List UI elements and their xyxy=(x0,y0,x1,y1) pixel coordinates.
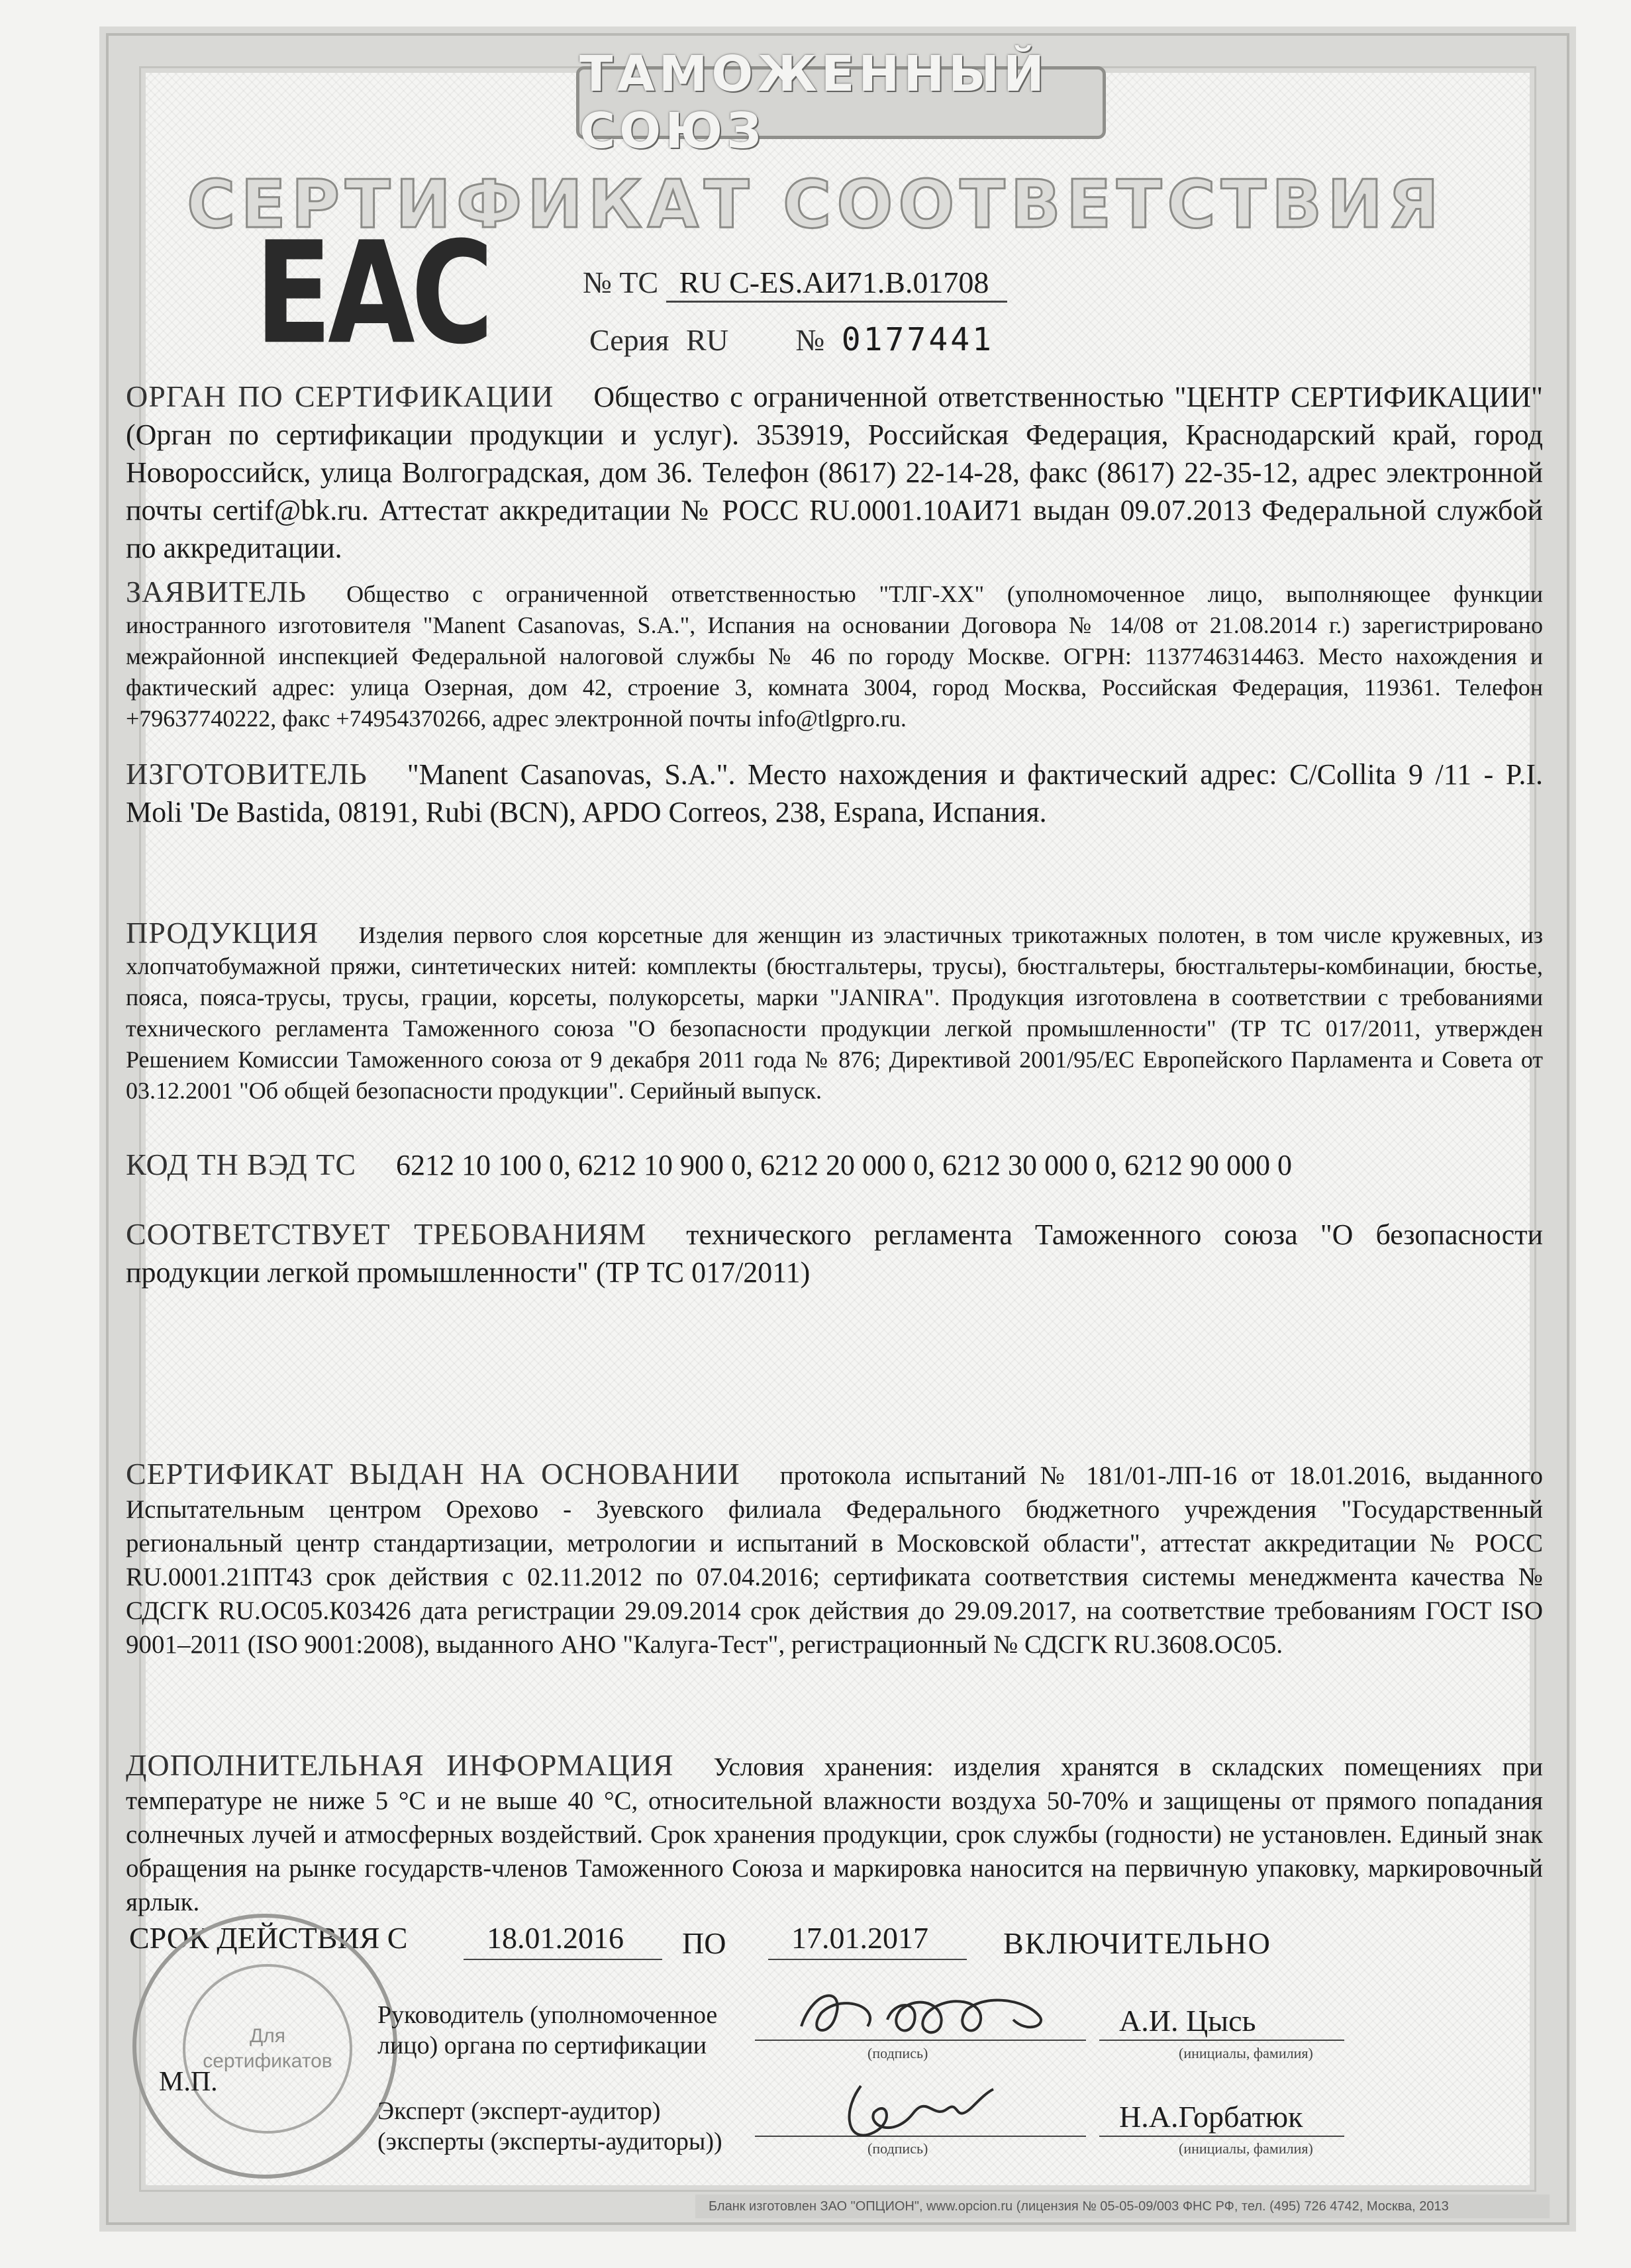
head-signature xyxy=(788,1980,1066,2046)
number-label: № ТС xyxy=(583,266,659,299)
section-basis xyxy=(126,1457,1543,1661)
stamp-center xyxy=(183,1964,352,2134)
head-name: А.И. Цысь xyxy=(1119,2004,1256,2038)
additional-text: Условия хранения: изделия хранятся в складских помещениях при температуре не ниже 5 °С и не выше 40 °С, относительной влажности воздуха 50-70% и защищены от прямого попадания солнечных лучей и атмосферных воздействий. Срок хранения продукции, срок службы (годности) не установлен. Единый знак обращения на рынке государств-членов Таможенного Союза и маркировка наносится на первичную упаковку, маркировочный ярлык. xyxy=(126,1753,1543,1916)
applicant-heading: ЗАЯВИТЕЛЬ xyxy=(126,575,307,609)
validity-inclusive: ВКЛЮЧИТЕЛЬНО xyxy=(1003,1926,1271,1960)
section-product xyxy=(126,917,1543,1107)
blank-printer-footer: Бланк изготовлен ЗАО "ОПЦИОН", www.opcion.ru (лицензия № 05-05-09/003 ФНС РФ, тел. (495) 726 4742, Москва, 2013 xyxy=(695,2194,1550,2218)
series-label: Серия xyxy=(589,323,669,357)
serial-number: 0177441 xyxy=(841,321,995,358)
applicant-text: Общество с ограниченной ответственностью "ТЛГ-ХХ" (уполномоченное лицо, выполняющее функции иностранного изготовителя "Manent Casanovas, S.A.", Испания на основании Договора № 14/08 от 21.08.2014 г.) зарегистрировано межрайонной инспекцией Федеральной налоговой службы № 46 по городу Москве. ОГРН: 1137746314463. Место нахождения и фактический адрес: улица Озерная, дом 42, строение 3, комната 3004, город Москва, Российская Федерация, 119361. Телефон +79637740222, факс +74954370266, адрес электронной почты info@tlgpro.ru. xyxy=(126,581,1543,732)
hs-code-text: 6212 10 100 0, 6212 10 900 0, 6212 20 000 0, 6212 30 000 0, 6212 90 000 0 xyxy=(396,1149,1293,1181)
head-name-caption: (инициалы, фамилия) xyxy=(1179,2045,1313,2061)
manufacturer-text: "Manent Casanovas, S.A.". Место нахождения и фактический адрес: C/Collita 9 /11 - P.I. Moli 'De Bastida, 08191, Rubi (BCN), APDO Correos, 238, Espana, Испания. xyxy=(126,758,1543,828)
stamp-line-2: сертификатов xyxy=(203,2050,332,2072)
section-applicant xyxy=(126,576,1543,734)
organ-text: Общество с ограниченной ответственностью "ЦЕНТР СЕРТИФИКАЦИИ" (Орган по сертификации продукции и услуг). 353919, Российская Федерация, Краснодарский край, город Новороссийск, улица Волгоградская, дом 36. Телефон (8617) 22-14-28, факс (8617) 22-35-12, адрес электронной почты certif@bk.ru. Аттестат аккредитации № РОСС RU.0001.10АИ71 выдан 09.07.2013 Федеральной службой по аккредитации. xyxy=(126,381,1543,564)
customs-union-banner: ТАМОЖЕННЫЙ СОЮЗ xyxy=(576,66,1106,139)
stamp-line-1: Для xyxy=(249,2025,286,2047)
validity-from: 18.01.2016 xyxy=(487,1921,624,1955)
seal-place-label: М.П. xyxy=(159,2067,218,2097)
expert-signature-label: Эксперт (эксперт-аудитор) (эксперты (эксперты-аудиторы)) xyxy=(377,2097,722,2155)
organ-heading: ОРГАН ПО СЕРТИФИКАЦИИ xyxy=(126,379,554,413)
expert-name: Н.А.Горбатюк xyxy=(1119,2100,1303,2134)
conforms-text: технического регламента Таможенного союза "О безопасности продукции легкой промышленности" (ТР ТС 017/2011) xyxy=(126,1218,1543,1289)
section-organ xyxy=(126,377,1543,567)
section-hs-code xyxy=(126,1146,1543,1184)
certificate-number xyxy=(583,265,1007,300)
product-heading: ПРОДУКЦИЯ xyxy=(126,916,319,950)
section-manufacturer xyxy=(126,755,1543,831)
basis-heading: СЕРТИФИКАТ ВЫДАН НА ОСНОВАНИИ xyxy=(126,1457,740,1491)
expert-signature-caption: (подпись) xyxy=(867,2140,928,2157)
expert-name-line xyxy=(1099,2136,1344,2137)
serial-no-label: № xyxy=(795,323,825,357)
additional-heading: ДОПОЛНИТЕЛЬНАЯ ИНФОРМАЦИЯ xyxy=(126,1748,674,1782)
product-text: Изделия первого слоя корсетные для женщин из эластичных трикотажных полотен, в том числе кружевных, из хлопчатобумажной пряжи, синтетических нитей: комплекты (бюстгальтеры, трусы), бюстгальтеры, бюстгальтеры-комбинации, бюстье, пояса, пояса-трусы, трусы, грации, корсеты, полукорсеты, марки "JANIRA". Продукция изготовлена в соответствии с требованиями технического регламента Таможенного союза "О безопасности продукции легкой промышленности" (ТР ТС 017/2011, утвержден Решением Комиссии Таможенного союза от 9 декабря 2011 года № 876; Директивой 2001/95/ЕС Европейского Парламента и Совета от 03.12.2001 "Об общей безопасности продукции". Серийный выпуск. xyxy=(126,922,1543,1104)
head-signature-caption: (подпись) xyxy=(867,2045,928,2061)
certificate-title: СЕРТИФИКАТ СООТВЕТСТВИЯ xyxy=(187,166,1444,243)
section-conforms xyxy=(126,1215,1543,1291)
validity-to-line xyxy=(768,1959,967,1960)
conforms-heading: СООТВЕТСТВУЕТ ТРЕБОВАНИЯМ xyxy=(126,1217,647,1251)
expert-name-caption: (инициалы, фамилия) xyxy=(1179,2140,1313,2157)
number-value: RU C-ES.АИ71.В.01708 xyxy=(666,266,1008,303)
organ-seal-stamp xyxy=(132,1914,397,2179)
series-line xyxy=(589,321,994,358)
validity-to-label: ПО xyxy=(682,1926,726,1960)
section-additional xyxy=(126,1748,1543,1919)
validity-from-line xyxy=(464,1959,662,1960)
series-code: RU xyxy=(685,323,728,357)
head-signature-label: Руководитель (уполномоченное лицо) органа по сертификации xyxy=(377,2001,718,2059)
head-name-line xyxy=(1099,2040,1344,2041)
validity-to: 17.01.2017 xyxy=(791,1921,928,1955)
validity-heading: СРОК ДЕЙСТВИЯ С xyxy=(129,1921,408,1955)
manufacturer-heading: ИЗГОТОВИТЕЛЬ xyxy=(126,757,368,791)
eac-logo: ЕАС xyxy=(255,212,490,376)
hs-code-heading: КОД ТН ВЭД ТС xyxy=(126,1148,357,1181)
basis-text: протокола испытаний № 181/01-ЛП-16 от 18.01.2016, выданного Испытательным центром Орехово - Зуевского филиала Федерального бюджетного учреждения "Государственный региональный центр стандартизации, метрологии и испытаний в Московской области", аттестат аккредитации № РОСС RU.0001.21ПТ43 срок действия с 02.11.2012 по 07.04.2016; сертификата соответствия системы менеджмента качества № СДСГК RU.ОС05.К03426 дата регистрации 29.09.2014 срок действия до 29.09.2017, на соответствие требованиям ГОСТ ISO 9001–2011 (ISO 9001:2008), выданного АНО "Калуга-Тест", регистрационный № СДСГК RU.3608.ОС05. xyxy=(126,1461,1543,1659)
